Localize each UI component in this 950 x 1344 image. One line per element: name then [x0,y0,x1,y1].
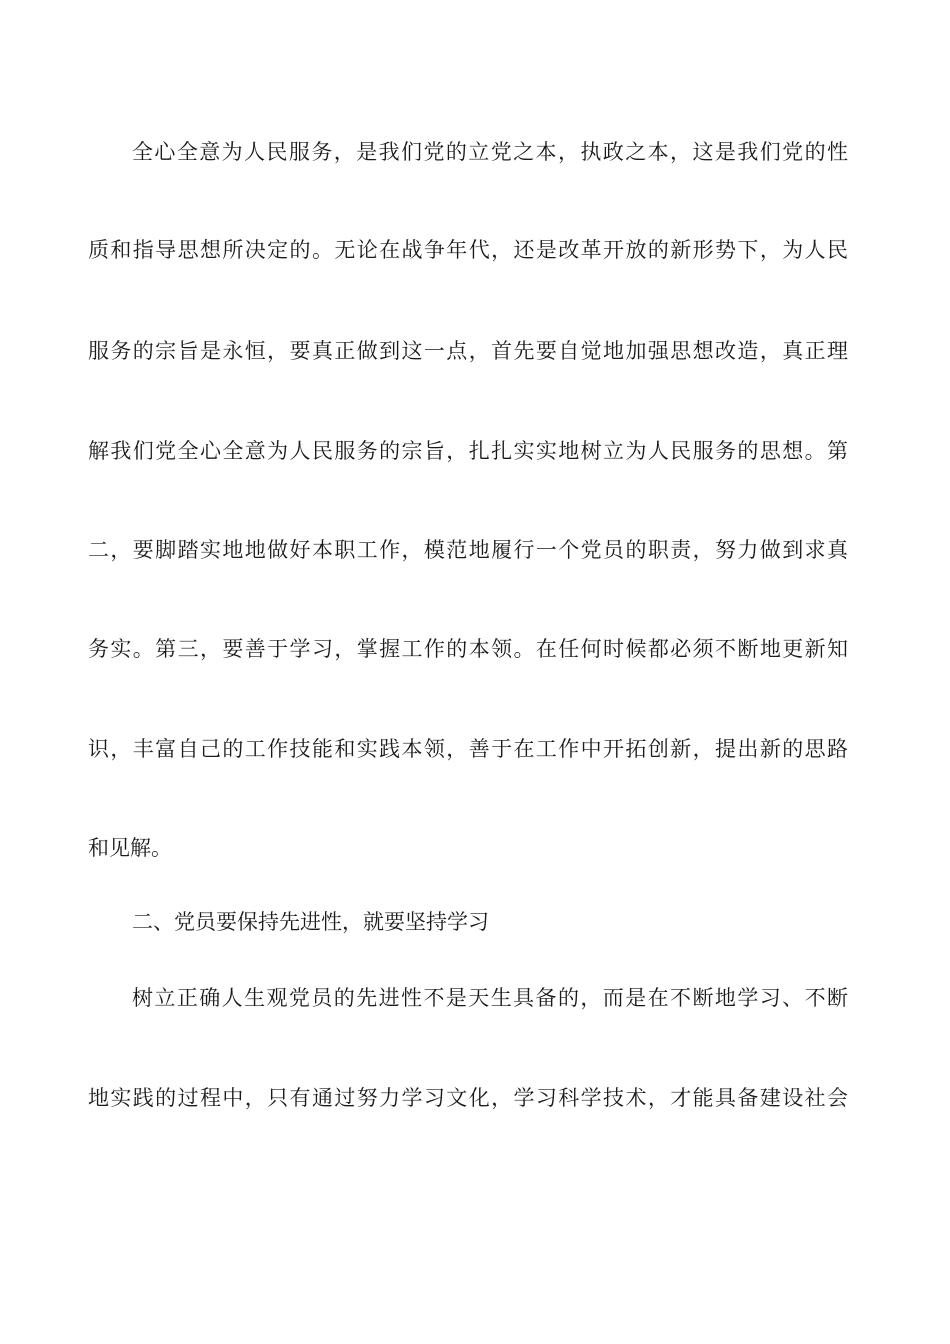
paragraph-1-line-8: 和见解。 [88,836,172,860]
paragraph-1-line-1: 全心全意为人民服务，是我们党的立党之本，执政之本，这是我们党的性 [132,140,848,164]
paragraph-1-line-4: 解我们党全心全意为人民服务的宗旨，扎扎实实地树立为人民服务的思想。第 [88,439,848,463]
section-heading: 二、党员要保持先进性，就要坚持学习 [132,910,489,934]
paragraph-1-line-2: 质和指导思想所决定的。无论在战争年代，还是改革开放的新形势下，为人民 [88,238,848,262]
paragraph-1-line-3: 服务的宗旨是永恒，要真正做到这一点，首先要自觉地加强思想改造，真正理 [88,339,848,363]
paragraph-1-line-7: 识，丰富自己的工作技能和实践本领，善于在工作中开拓创新，提出新的思路 [88,737,848,761]
paragraph-1-line-6: 务实。第三，要善于学习，掌握工作的本领。在任何时候都必须不断地更新知 [88,637,848,661]
paragraph-2-line-1: 树立正确人生观党员的先进性不是天生具备的，而是在不断地学习、不断 [132,986,848,1010]
paragraph-1-line-5: 二，要脚踏实地地做好本职工作，模范地履行一个党员的职责，努力做到求真 [88,538,848,562]
paragraph-2-line-2: 地实践的过程中，只有通过努力学习文化，学习科学技术，才能具备建设社会 [88,1086,848,1110]
